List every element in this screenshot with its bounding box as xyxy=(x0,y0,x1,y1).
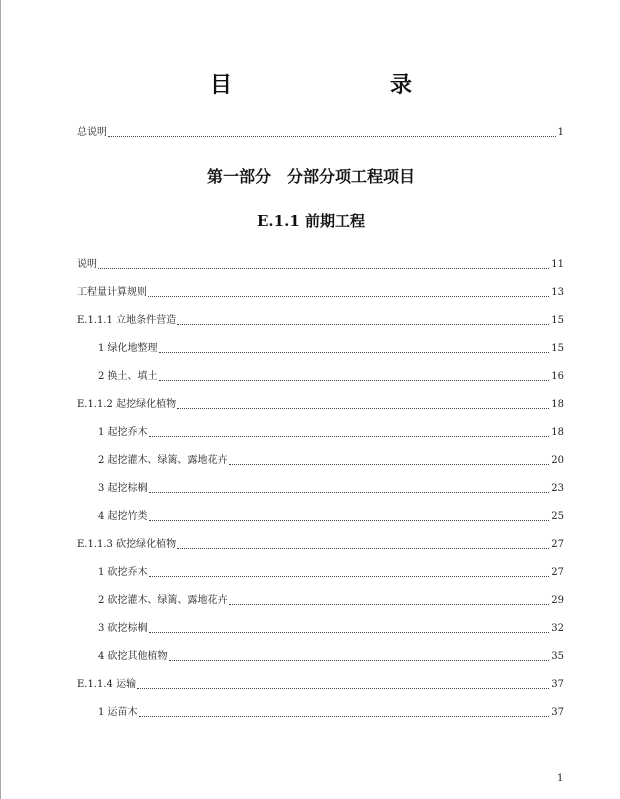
toc-entry-page: 18 xyxy=(551,399,564,410)
toc-entry[interactable] xyxy=(98,427,564,439)
dot-leader xyxy=(108,136,556,137)
dot-leader xyxy=(149,436,550,437)
toc-entry-label: 总说明 xyxy=(77,127,107,138)
toc-entry[interactable] xyxy=(98,623,564,635)
dot-leader xyxy=(177,548,549,549)
toc-entry-page: 27 xyxy=(551,567,564,578)
toc-entry-page: 16 xyxy=(551,371,564,382)
dot-leader xyxy=(229,604,550,605)
part-heading: 第一部分 分部分项工程项目 xyxy=(206,167,415,186)
toc-entry[interactable] xyxy=(77,539,564,551)
dot-leader xyxy=(149,492,550,493)
toc-entry-page: 27 xyxy=(551,539,564,550)
dot-leader xyxy=(159,380,550,381)
toc-entry-label: 3 起挖棕榈 xyxy=(98,483,148,494)
toc-entry[interactable] xyxy=(98,511,564,523)
toc-entry-label: 说明 xyxy=(77,259,97,270)
toc-entry-page: 13 xyxy=(551,287,564,298)
dot-leader xyxy=(149,576,550,577)
toc-entry[interactable] xyxy=(77,259,564,271)
toc-entry-page: 37 xyxy=(551,707,564,718)
toc-entry-page: 23 xyxy=(551,483,564,494)
toc-entry[interactable] xyxy=(98,595,564,607)
dot-leader xyxy=(177,408,549,409)
toc-entry[interactable] xyxy=(77,679,564,691)
toc-entry-page: 11 xyxy=(551,259,564,270)
toc-entry-label: 2 砍挖灌木、绿篱、露地花卉 xyxy=(98,595,228,606)
toc-entry-label: 1 绿化地整理 xyxy=(98,343,158,354)
toc-entry-label: 4 砍挖其他植物 xyxy=(98,651,168,662)
dot-leader xyxy=(149,520,550,521)
toc-entry-label: E.1.1.1 立地条件营造 xyxy=(77,315,177,326)
dot-leader xyxy=(149,632,550,633)
toc-entry-label: 4 起挖竹类 xyxy=(98,511,148,522)
toc-entry-label: E.1.1.3 砍挖绿化植物 xyxy=(77,539,177,550)
toc-entry-page: 32 xyxy=(551,623,564,634)
toc-entry-label: 1 砍挖乔木 xyxy=(98,567,148,578)
dot-leader xyxy=(159,352,550,353)
toc-entry-general[interactable] xyxy=(77,127,564,139)
toc-entry-page: 29 xyxy=(551,595,564,606)
toc-entry[interactable] xyxy=(98,483,564,495)
toc-entry[interactable] xyxy=(98,371,564,383)
toc-entry-page: 20 xyxy=(551,455,564,466)
toc-title: 目 录 xyxy=(209,72,450,98)
dot-leader xyxy=(177,324,549,325)
toc-entry-label: 1 运苗木 xyxy=(98,707,138,718)
section-heading: E.1.1 前期工程 xyxy=(257,212,365,230)
toc-entry-label: 工程量计算规则 xyxy=(77,287,147,298)
dot-leader xyxy=(137,688,549,689)
dot-leader xyxy=(139,716,550,717)
dot-leader xyxy=(229,464,550,465)
toc-entry[interactable] xyxy=(77,315,564,327)
toc-entry-label: 1 起挖乔木 xyxy=(98,427,148,438)
dot-leader xyxy=(148,296,549,297)
toc-entry-label: E.1.1.4 运输 xyxy=(77,679,137,690)
toc-entry[interactable] xyxy=(77,287,564,299)
toc-entry[interactable] xyxy=(77,399,564,411)
toc-entry-page: 37 xyxy=(551,679,564,690)
footer-page-number: 1 xyxy=(557,773,564,784)
toc-entry[interactable] xyxy=(98,343,564,355)
toc-entry[interactable] xyxy=(98,707,564,719)
toc-entry-label: 3 砍挖棕榈 xyxy=(98,623,148,634)
toc-entry-label: 2 起挖灌木、绿篱、露地花卉 xyxy=(98,455,228,466)
toc-entry[interactable] xyxy=(98,455,564,467)
toc-entry-page: 25 xyxy=(551,511,564,522)
toc-entry-page: 15 xyxy=(551,343,564,354)
toc-entry-page: 1 xyxy=(557,127,564,138)
toc-entry-page: 15 xyxy=(551,315,564,326)
toc-entry-page: 18 xyxy=(551,427,564,438)
toc-entry-page: 35 xyxy=(551,651,564,662)
toc-entry[interactable] xyxy=(98,651,564,663)
toc-entry-label: 2 换土、填土 xyxy=(98,371,158,382)
dot-leader xyxy=(169,660,550,661)
dot-leader xyxy=(98,268,549,269)
toc-entry[interactable] xyxy=(98,567,564,579)
toc-entry-label: E.1.1.2 起挖绿化植物 xyxy=(77,399,177,410)
